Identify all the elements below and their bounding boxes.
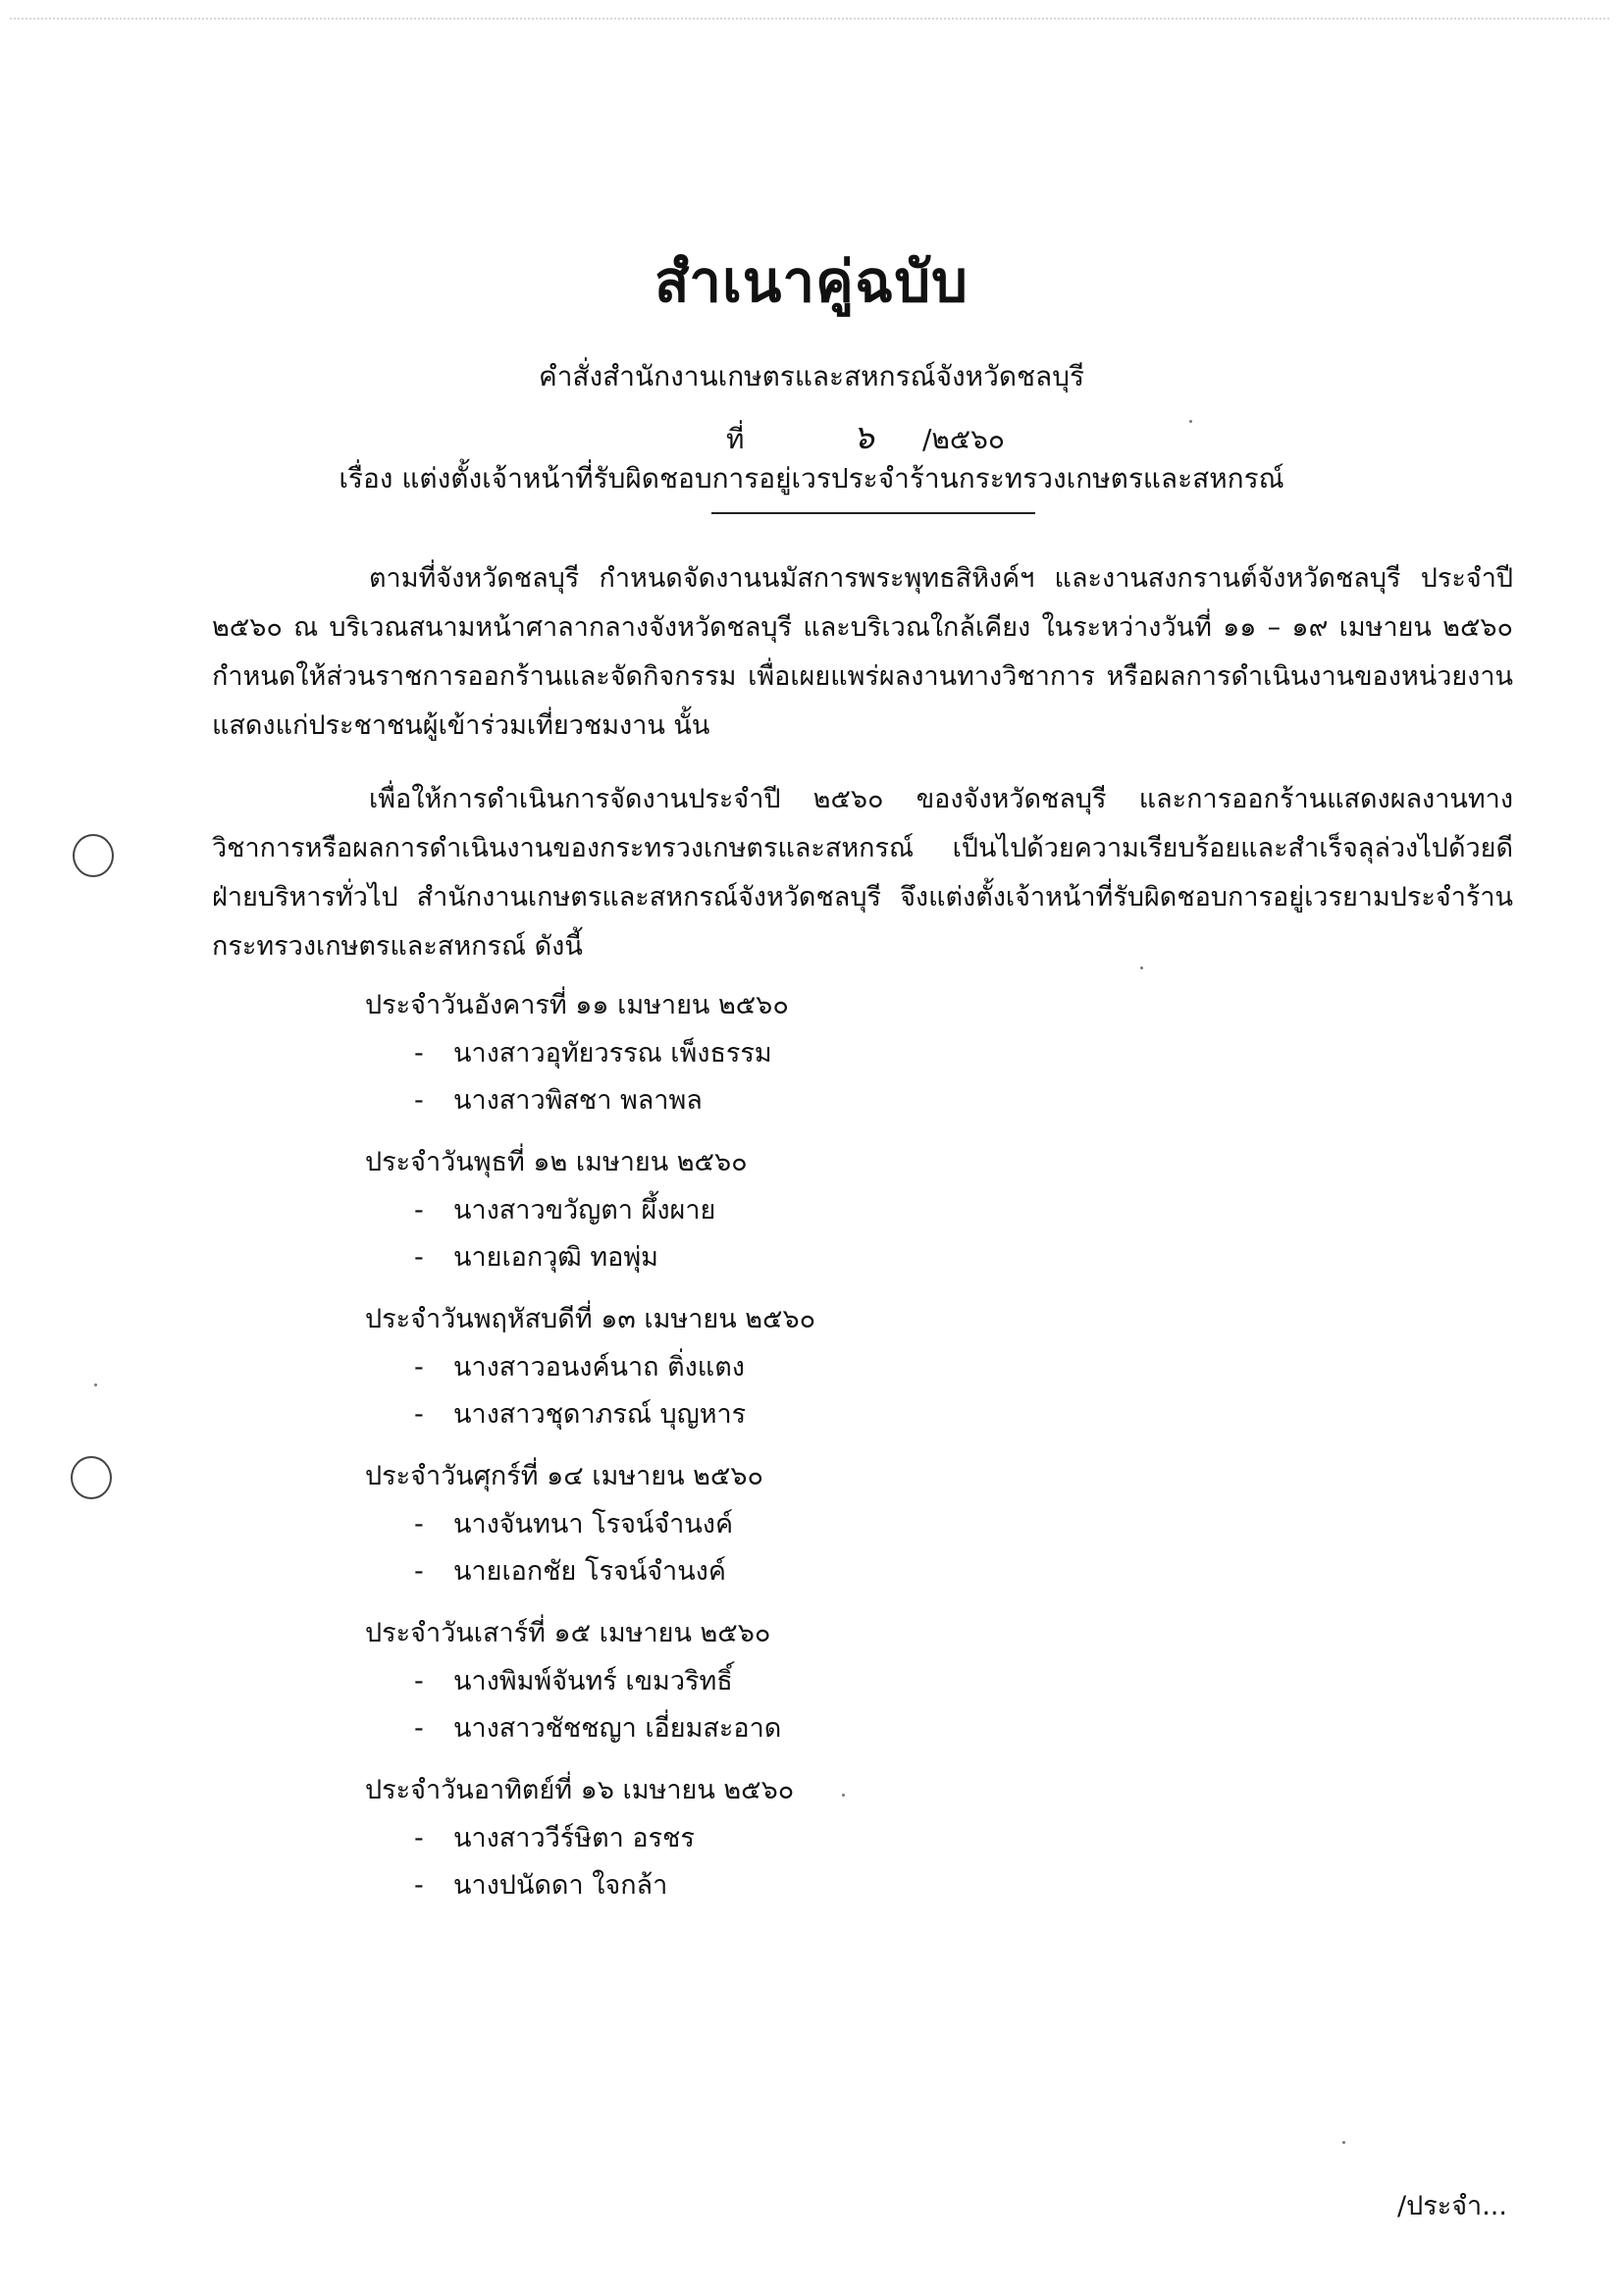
schedule-day-group [365, 1609, 1346, 1752]
schedule-person [365, 1705, 1346, 1752]
order-number-label: ที่ [726, 423, 745, 455]
order-heading: คำสั่งสำนักงานเกษตรและสหกรณ์จังหวัดชลบุรี [538, 360, 1085, 392]
schedule-person [365, 1862, 1346, 1909]
bullet-dash: - [414, 1870, 424, 1901]
scan-artifact-dots [10, 18, 1609, 26]
bullet-dash: - [414, 1509, 424, 1539]
bullet-dash: - [414, 1823, 424, 1853]
bullet-dash: - [414, 1242, 424, 1273]
schedule-day: ประจำวันอาทิตย์ที่ ๑๖ เมษายน ๒๕๖๐ [365, 1775, 795, 1805]
bullet-dash: - [414, 1556, 424, 1587]
person-name: นางจันทนา โรจน์จำนงค์ [453, 1509, 734, 1539]
person-name: นางสาวขวัญตา ผึ้งผาย [453, 1195, 716, 1226]
schedule-person [365, 1658, 1346, 1705]
duty-schedule [365, 981, 1346, 1923]
person-name: นางสาวอุทัยวรรณ เพ็งธรรม [453, 1038, 772, 1069]
schedule-day: ประจำวันศุกร์ที่ ๑๔ เมษายน ๒๕๖๐ [365, 1461, 763, 1491]
continuation-marker: /ประจำ... [1397, 2191, 1507, 2221]
order-number [726, 410, 1005, 463]
bullet-dash: - [414, 1038, 424, 1069]
schedule-person [365, 1234, 1346, 1281]
schedule-person [365, 1501, 1346, 1548]
bullet-dash: - [414, 1713, 424, 1744]
person-name: นางสาวพิสชา พลาพล [453, 1085, 703, 1116]
person-name: นางสาวชัชชญา เอี่ยมสะอาด [453, 1713, 782, 1744]
schedule-person [365, 1548, 1346, 1595]
schedule-person [365, 1187, 1346, 1234]
person-name: นางสาวชุดาภรณ์ บุญหาร [453, 1399, 747, 1430]
punch-hole-icon [71, 1456, 112, 1499]
schedule-person [365, 1815, 1346, 1862]
schedule-day: ประจำวันอังคารที่ ๑๑ เมษายน ๒๕๖๐ [365, 990, 789, 1020]
schedule-day-group [365, 1766, 1346, 1909]
person-name: นายเอกวุฒิ ทอพุ่ม [453, 1242, 658, 1273]
subject-underline [711, 512, 1035, 514]
schedule-day-group [365, 1138, 1346, 1281]
schedule-day: ประจำวันพุธที่ ๑๒ เมษายน ๒๕๖๐ [365, 1147, 748, 1177]
schedule-day: ประจำวันพฤหัสบดีที่ ๑๓ เมษายน ๒๕๖๐ [365, 1304, 816, 1334]
punch-hole-icon [73, 834, 114, 877]
bullet-dash: - [414, 1352, 424, 1383]
person-name: นางสาววีร์ษิตา อรชร [453, 1823, 695, 1853]
person-name: นางสาวอนงค์นาถ ติ่งแตง [453, 1352, 745, 1383]
schedule-day-group [365, 1452, 1346, 1595]
schedule-person [365, 1077, 1346, 1124]
bullet-dash: - [414, 1666, 424, 1696]
order-subject: เรื่อง แต่งตั้งเจ้าหน้าที่รับผิดชอบการอยู่เวรประจำร้านกระทรวงเกษตรและสหกรณ์ [339, 462, 1284, 495]
bullet-dash: - [414, 1195, 424, 1226]
scan-speck [1342, 2141, 1345, 2144]
bullet-dash: - [414, 1399, 424, 1430]
scan-speck [94, 1383, 97, 1386]
bullet-dash: - [414, 1085, 424, 1116]
paragraph-background: ตามที่จังหวัดชลบุรี กำหนดจัดงานนมัสการพระพุทธสิหิงค์ฯ และงานสงกรานต์จังหวัดชลบุรี ประจำปี ๒๕๖๐ ณ บริเวณสนามหน้าศาลากลางจังหวัดชลบุรี และบริเวณใกล้เคียง ในระหว่างวันที่ ๑๑ – ๑๙ เมษายน ๒๕๖๐ กำหนดให้ส่วนราชการออกร้านและจัดกิจกรรม เพื่อเผยแพร่ผลงานทางวิชาการ หรือผลการดำเนินงานของหน่วยงานแสดงแก่ประชาชนผู้เข้าร่วมเที่ยวชมงาน นั้น [212, 563, 1513, 741]
scan-speck [1189, 420, 1192, 423]
schedule-day-group [365, 981, 1346, 1124]
order-number-handwritten: ๖ [853, 418, 874, 457]
schedule-day: ประจำวันเสาร์ที่ ๑๕ เมษายน ๒๕๖๐ [365, 1618, 771, 1648]
schedule-person [365, 1344, 1346, 1391]
schedule-person [365, 1391, 1346, 1438]
schedule-person [365, 1030, 1346, 1077]
person-name: นายเอกชัย โรจน์จำนงค์ [453, 1556, 726, 1587]
schedule-day-group [365, 1295, 1346, 1438]
paragraph-appointment: เพื่อให้การดำเนินการจัดงานประจำปี ๒๕๖๐ ของจังหวัดชลบุรี และการออกร้านแสดงผลงานทางวิชาการหรือผลการดำเนินงานของกระทรวงเกษตรและสหกรณ์ เป็นไปด้วยความเรียบร้อยและสำเร็จลุล่วงไปด้วยดี ฝ่ายบริหารทั่วไป สำนักงานเกษตรและสหกรณ์จังหวัดชลบุรี จึงแต่งตั้งเจ้าหน้าที่รับผิดชอบการอยู่เวรยามประจำร้านกระทรวงเกษตรและสหกรณ์ ดังนี้ [212, 784, 1513, 962]
person-name: นางพิมพ์จันทร์ เขมวริทธิ์ [453, 1666, 733, 1696]
document-title: สำเนาคู่ฉบับ [654, 248, 969, 315]
scan-speck [842, 1794, 845, 1797]
person-name: นางปนัดดา ใจกล้า [453, 1870, 668, 1901]
scan-speck [1140, 966, 1143, 969]
order-number-year: /๒๕๖๐ [922, 423, 1005, 455]
